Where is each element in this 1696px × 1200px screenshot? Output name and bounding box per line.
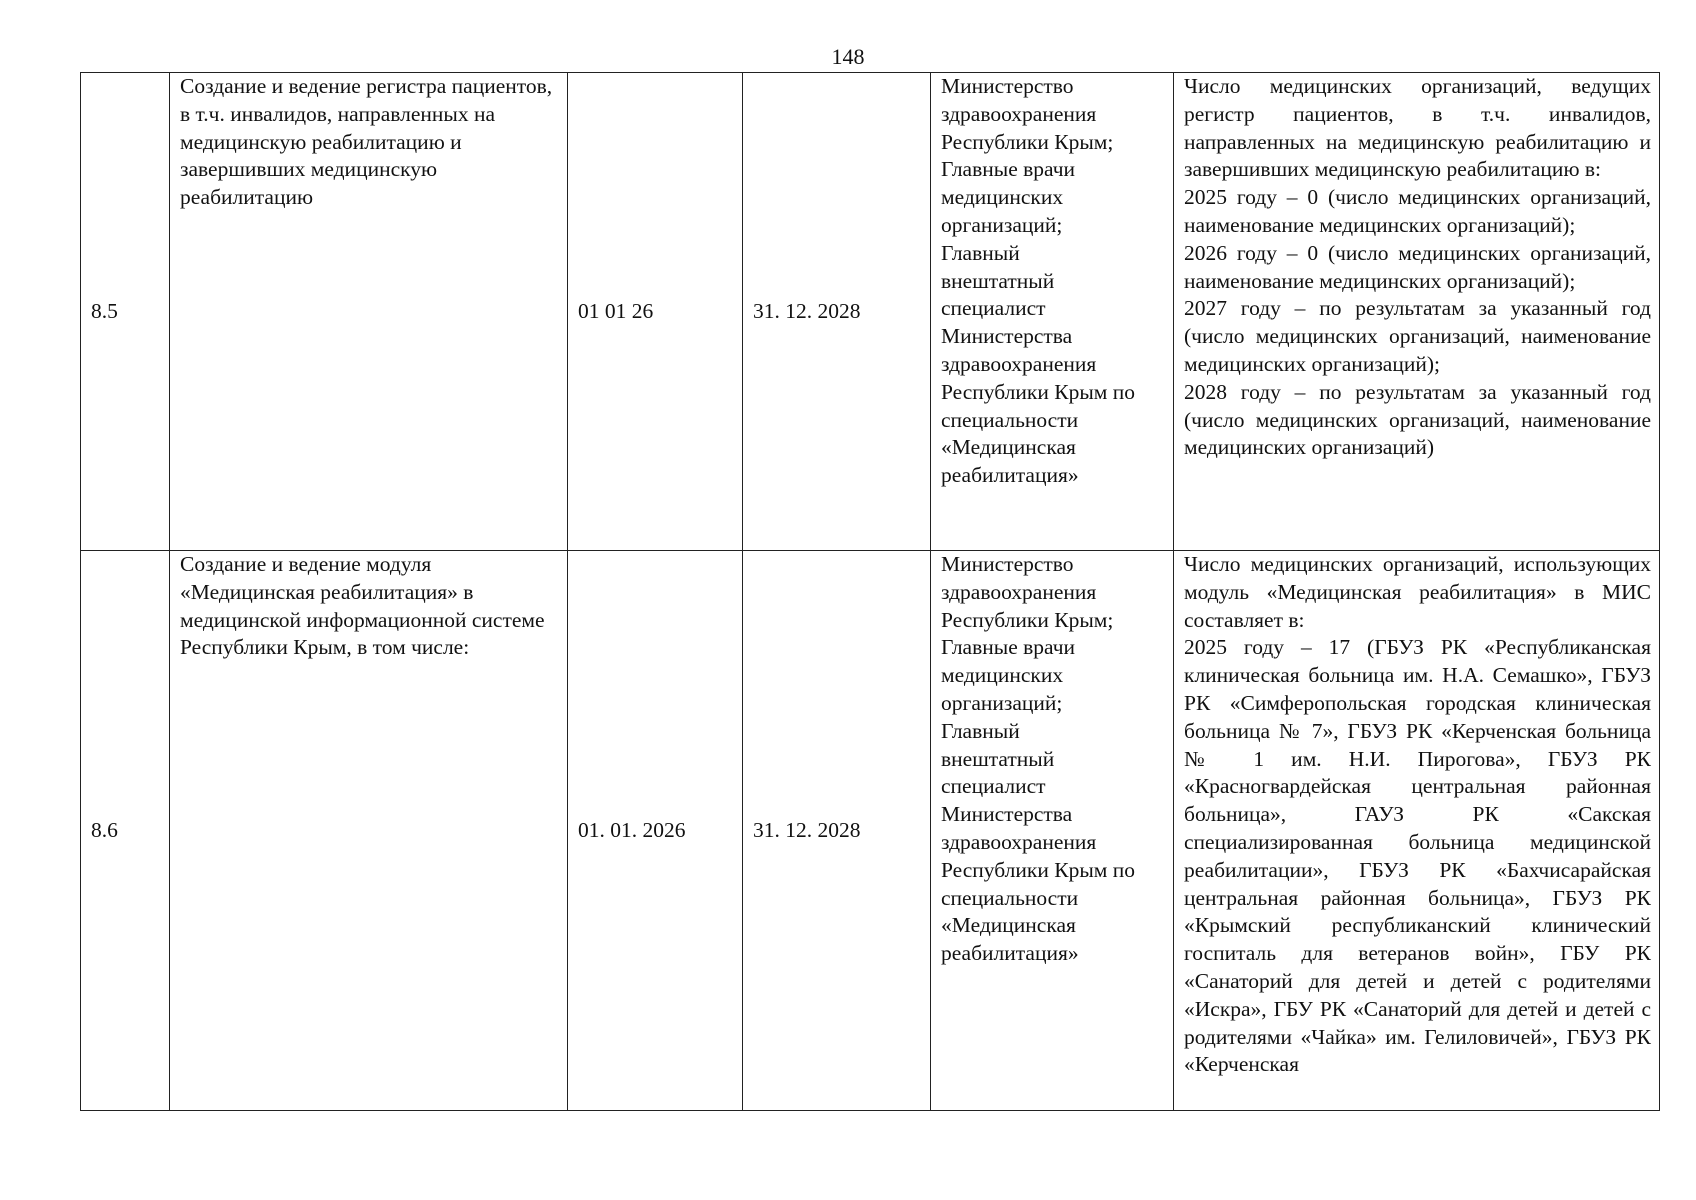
start-date: 01 01 26 (568, 73, 743, 551)
responsible-executors: Министерство здравоохранения Республики Крым; Главные врачи медицинских организаций; Главный внештатный специалист Министерства здравоохранения Республики Крым по специальности «Медицинская реабилитация» (931, 73, 1174, 551)
row-number: 8.6 (81, 551, 170, 1111)
expected-result: Число медицинских организаций, использующих модуль «Медицинская реабилитация» в МИС составляет в: 2025 году – 17 (ГБУЗ РК «Республиканская клиническая больница им. Н.А. Семашко», ГБУЗ РК «Симферопольская городская клиническая больница № 7», ГБУЗ РК «Керченская больница № 1 им. Н.И. Пирогова», ГБУЗ РК «Красногвардейская центральная районная больница», ГАУЗ РК «Сакская специализированная больница медицинской реабилитации», ГБУЗ РК «Бахчисарайская центральная районная больница», ГБУЗ РК «Крымский республиканский клинический госпиталь для ветеранов войн», ГБУ РК «Санаторий для детей и детей с родителями «Искра», ГБУ РК «Санаторий для детей и детей с родителями «Чайка» им. Гелиловичей», ГБУЗ РК «Керченская (1174, 551, 1660, 1111)
row-number: 8.5 (81, 73, 170, 551)
table-row (81, 73, 1660, 551)
page-number: 148 (831, 44, 865, 69)
activity-name: Создание и ведение регистра пациентов, в т.ч. инвалидов, направленных на медицинскую реабилитацию и завершивших медицинскую реабилитацию (170, 73, 568, 551)
activity-name: Создание и ведение модуля «Медицинская реабилитация» в медицинской информационной системе Республики Крым, в том числе: (170, 551, 568, 1111)
end-date: 31. 12. 2028 (743, 73, 931, 551)
plan-table (80, 72, 1660, 1111)
expected-result: Число медицинских организаций, ведущих регистр пациентов, в т.ч. инвалидов, направленных на медицинскую реабилитацию и завершивших медицинскую реабилитацию в: 2025 году – 0 (число медицинских организаций, наименование медицинских организаций); 2026 году – 0 (число медицинских организаций, наименование медицинских организаций); 2027 году – по результатам за указанный год (число медицинских организаций, наименование медицинских организаций); 2028 году – по результатам за указанный год (число медицинских организаций, наименование медицинских организаций) (1174, 73, 1660, 551)
end-date: 31. 12. 2028 (743, 551, 931, 1111)
responsible-executors: Министерство здравоохранения Республики Крым; Главные врачи медицинских организаций; Главный внештатный специалист Министерства здравоохранения Республики Крым по специальности «Медицинская реабилитация» (931, 551, 1174, 1111)
table-row (81, 551, 1660, 1111)
start-date: 01. 01. 2026 (568, 551, 743, 1111)
